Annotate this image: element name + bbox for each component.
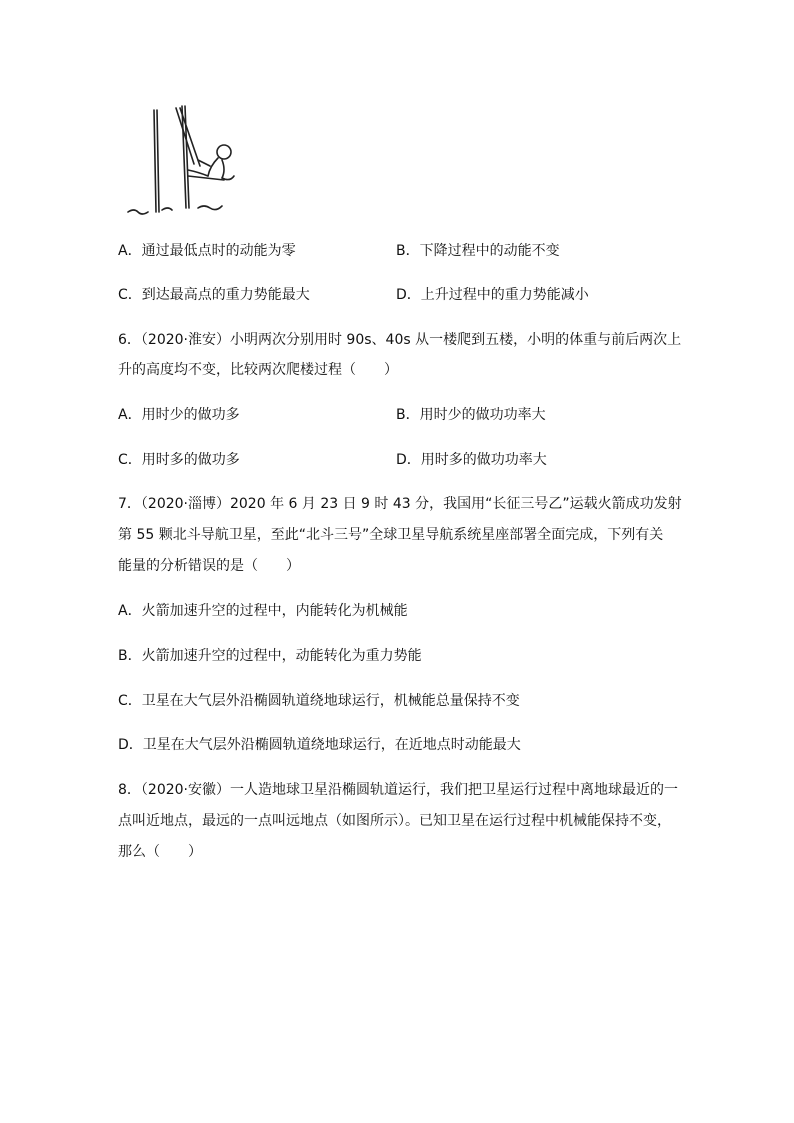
q7-option-b: B．火箭加速升空的过程中，动能转化为重力势能 (118, 648, 422, 664)
q6-stem-line-2: 升的高度均不变，比较两次爬楼过程（ ） (118, 362, 398, 378)
q6-option-d: D．用时多的做功功率大 (396, 452, 547, 468)
q7-option-c: C．卫星在大气层外沿椭圆轨道绕地球运行，机械能总量保持不变 (118, 693, 520, 709)
q6-option-b: B．用时少的做功功率大 (396, 407, 546, 423)
q6-stem-line-1: 6．（2020·淮安）小明两次分别用时 90s、40s 从一楼爬到五楼，小明的体重与前后两次上 (118, 332, 682, 348)
q5-option-d: D．上升过程中的重力势能减小 (396, 287, 589, 303)
q5-option-c: C．到达最高点的重力势能最大 (118, 287, 310, 303)
q8-stem-line-2: 点叫近地点，最远的一点叫远地点（如图所示）。已知卫星在运行过程中机械能保持不变， (118, 813, 671, 829)
q5-option-a: A．通过最低点时的动能为零 (118, 243, 296, 259)
swing-illustration (118, 100, 248, 220)
q6-option-c: C．用时多的做功多 (118, 452, 240, 468)
q8-stem-line-1: 8．（2020·安徽）一人造地球卫星沿椭圆轨道运行，我们把卫星运行过程中离地球最近的一 (118, 782, 678, 798)
q7-stem-line-1: 7．（2020·淄博）2020 年 6 月 23 日 9 时 43 分，我国用“长征三号乙”运载火箭成功发射 (118, 496, 682, 512)
q5-option-b: B．下降过程中的动能不变 (396, 243, 560, 259)
q7-stem-line-3: 能量的分析错误的是（ ） (118, 558, 300, 574)
q7-stem-line-2: 第 55 颗北斗导航卫星，至此“北斗三号”全球卫星导航系统星座部署全面完成，下列有关 (118, 527, 664, 543)
q8-stem-line-3: 那么（ ） (118, 844, 202, 860)
q7-option-d: D．卫星在大气层外沿椭圆轨道绕地球运行，在近地点时动能最大 (118, 737, 521, 753)
q6-option-a: A．用时少的做功多 (118, 407, 240, 423)
q7-option-a: A．火箭加速升空的过程中，内能转化为机械能 (118, 603, 408, 619)
